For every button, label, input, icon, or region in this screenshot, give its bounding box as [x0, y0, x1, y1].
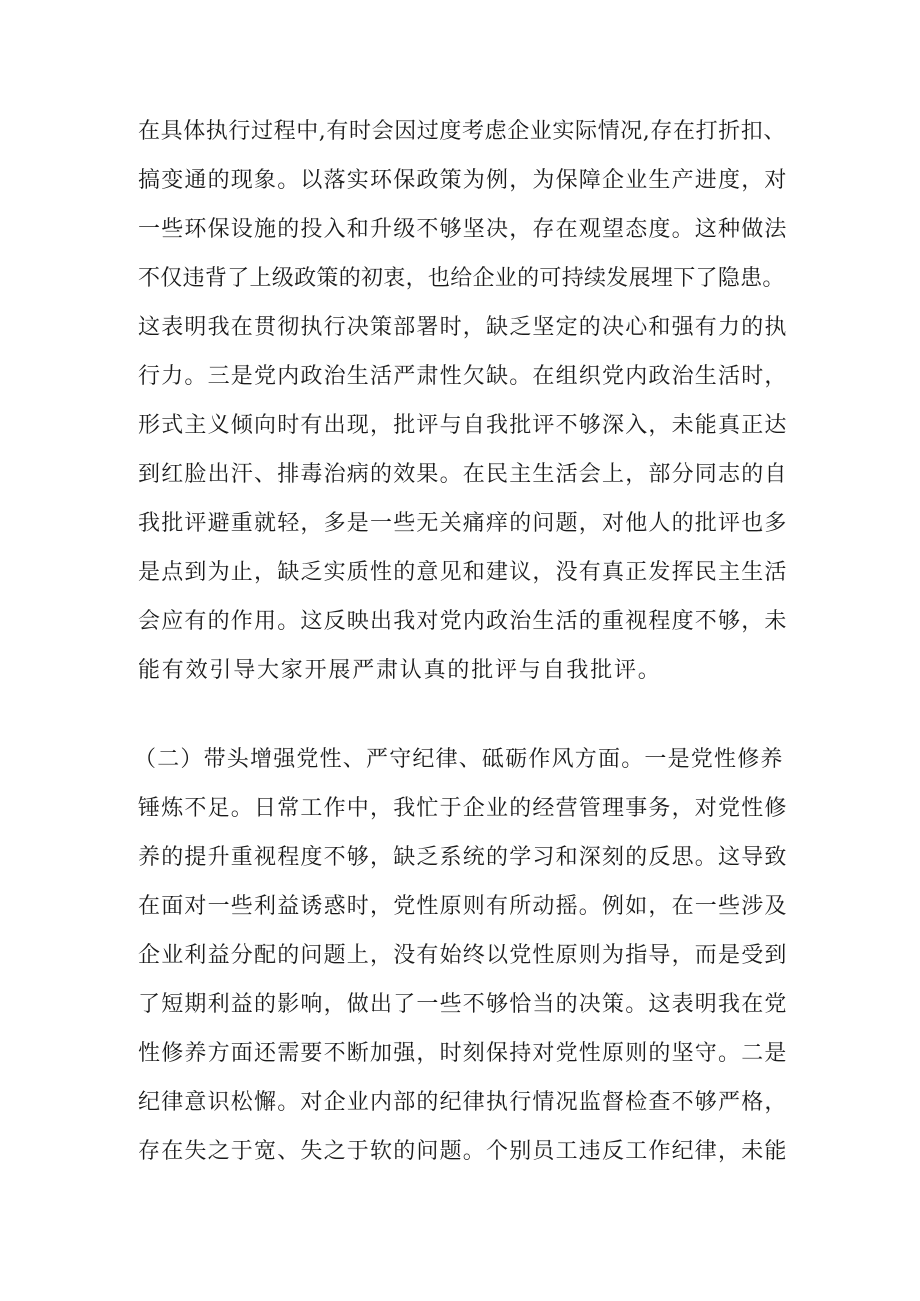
text-line: 养的提升重视程度不够，缺乏系统的学习和深刻的反思。这导致	[138, 845, 788, 870]
text-line: 了短期利益的影响，做出了一些不够恰当的决策。这表明我在党	[138, 992, 788, 1017]
text-line: 纪律意识松懈。对企业内部的纪律执行情况监督检查不够严格，	[138, 1090, 788, 1115]
text-line: 企业利益分配的问题上，没有始终以党性原则为指导，而是受到	[138, 943, 788, 968]
text-line: 存在失之于宽、失之于软的问题。个别员工违反工作纪律，未能	[138, 1139, 788, 1164]
text-line: 形式主义倾向时有出现，批评与自我批评不够深入，未能真正达	[138, 413, 788, 438]
text-line: 性修养方面还需要不断加强，时刻保持对党性原则的坚守。二是	[138, 1041, 788, 1066]
text-line: 能有效引导大家开展严肃认真的批评与自我批评。	[138, 658, 662, 683]
text-line: 会应有的作用。这反映出我对党内政治生活的重视程度不够，未	[138, 609, 788, 634]
section-heading-line: （二）带头增强党性、严守纪律、砥砺作风方面。一是党性修养	[134, 747, 784, 772]
text-line: 锤炼不足。日常工作中，我忙于企业的经营管理事务，对党性修	[138, 796, 788, 821]
text-line: 搞变通的现象。以落实环保政策为例，为保障企业生产进度，对	[138, 168, 788, 193]
text-line: 到红脸出汗、排毒治病的效果。在民主生活会上，部分同志的自	[138, 462, 788, 487]
text-line: 我批评避重就轻，多是一些无关痛痒的问题，对他人的批评也多	[138, 511, 788, 536]
text-line: 在面对一些利益诱惑时，党性原则有所动摇。例如，在一些涉及	[138, 894, 788, 919]
text-line: 不仅违背了上级政策的初衷，也给企业的可持续发展埋下了隐患。	[138, 266, 785, 291]
text-line: 这表明我在贯彻执行决策部署时，缺乏坚定的决心和强有力的执	[138, 315, 788, 340]
text-line: 是点到为止，缺乏实质性的意见和建议，没有真正发挥民主生活	[138, 560, 788, 585]
text-line: 在具体执行过程中,有时会因过度考虑企业实际情况,存在打折扣、	[138, 119, 786, 144]
text-line: 行力。三是党内政治生活严肃性欠缺。在组织党内政治生活时，	[138, 364, 788, 389]
text-line: 一些环保设施的投入和升级不够坚决，存在观望态度。这种做法	[138, 217, 788, 242]
